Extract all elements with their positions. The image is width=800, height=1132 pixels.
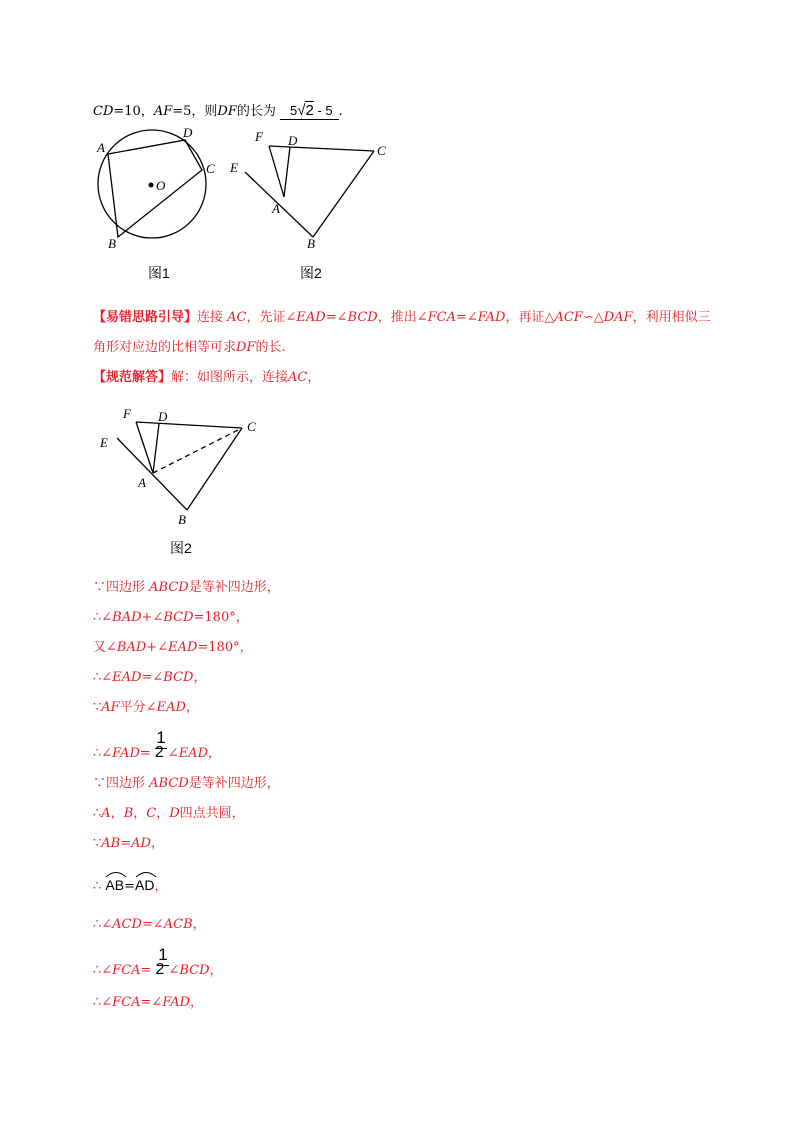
- arc-ad-label: AD: [135, 877, 155, 893]
- step-symbol: ACB: [163, 917, 193, 932]
- hint-ac: AC: [227, 310, 247, 325]
- cd-label: CD: [93, 104, 114, 119]
- arc-ad: [135, 877, 154, 893]
- step-text: ，: [192, 917, 206, 932]
- step-text: ，: [193, 670, 207, 685]
- solution-tag: 【规范解答】: [93, 370, 172, 385]
- step-2: [93, 610, 249, 626]
- step-symbol: EAD: [168, 640, 198, 655]
- figure1-caption: 图1: [148, 265, 170, 281]
- step-text: ，: [154, 879, 168, 894]
- step-symbol: D: [169, 806, 180, 821]
- step-text: ，: [156, 806, 170, 821]
- step-1: [93, 580, 280, 596]
- answer-coef: 5: [290, 103, 298, 118]
- figure2-diagram: [228, 125, 398, 253]
- step-symbol: BAD: [116, 640, 147, 655]
- intro-line: [93, 103, 343, 120]
- hint-text: 的长.: [255, 340, 286, 355]
- step-text: ∴∠: [93, 995, 113, 1010]
- step-text: ∵四边形: [93, 776, 150, 791]
- figure3-caption: 图2: [170, 540, 192, 556]
- solution-text: 解：如图所示，连接: [171, 370, 289, 385]
- step-13: [93, 995, 203, 1011]
- step-text: 平分∠: [119, 700, 157, 715]
- step-text: =: [139, 746, 151, 761]
- step-symbol: FAD: [162, 995, 191, 1010]
- step-9: [93, 836, 164, 852]
- step-text: ，: [190, 995, 204, 1010]
- step-text: ∴∠: [93, 963, 113, 978]
- answer-blank: [280, 103, 339, 120]
- arc-ab-label: AB: [105, 877, 125, 893]
- step-text: ，: [110, 806, 124, 821]
- hint-fca: FCA: [427, 310, 456, 325]
- step-text: 是等补四边形，: [188, 580, 280, 595]
- step-text: ∴∠: [93, 610, 113, 625]
- af-value: =5，则: [172, 104, 218, 119]
- step-text: ∵四边形: [93, 580, 150, 595]
- step-8: [93, 806, 245, 822]
- step-text: ∴∠: [93, 917, 113, 932]
- step-symbol: AD: [131, 836, 151, 851]
- step-3: [93, 640, 253, 656]
- hint-bcd: BCD: [347, 310, 378, 325]
- step-symbol: AB: [101, 836, 121, 851]
- hint-acf: ACF: [554, 310, 583, 325]
- step-12: [93, 962, 223, 979]
- fraction-denominator: 2: [155, 961, 165, 978]
- solution-line: [93, 370, 320, 386]
- label-c: C: [247, 419, 256, 434]
- hint-text: ∽△: [582, 310, 604, 325]
- hint-ead: EAD: [296, 310, 326, 325]
- figure1-diagram: [88, 125, 228, 253]
- step-symbol: EAD: [156, 700, 186, 715]
- solution-ac: AC: [288, 370, 308, 385]
- dashed-ac: [153, 428, 242, 473]
- step-text: =∠: [140, 995, 163, 1010]
- step-symbol: ABCD: [149, 776, 189, 791]
- fraction-denominator: 2: [154, 744, 164, 761]
- step-symbol: BCD: [179, 963, 210, 978]
- step-symbol: BCD: [163, 610, 194, 625]
- step-text: ，: [185, 700, 199, 715]
- label-d: D: [288, 133, 298, 148]
- fraction-numerator: 1: [158, 945, 168, 964]
- step-symbol: FCA: [112, 995, 141, 1010]
- step-symbol: EAD: [112, 670, 142, 685]
- step-symbol: ACD: [112, 917, 142, 932]
- label-a: A: [272, 201, 280, 216]
- label-b: B: [307, 236, 315, 251]
- step-symbol: ABCD: [149, 580, 189, 595]
- step-4: [93, 670, 206, 686]
- label-o: O: [156, 178, 166, 193]
- label-a: A: [97, 140, 105, 155]
- intro-tail: 的长为: [236, 104, 276, 119]
- step-10: [93, 877, 167, 895]
- af-label: AF: [153, 104, 173, 119]
- step-symbol: B: [123, 806, 134, 821]
- label-e: E: [230, 160, 238, 175]
- step-text: ∴∠: [93, 746, 113, 761]
- intro-period: .: [338, 104, 343, 119]
- label-b: B: [178, 512, 186, 527]
- center-dot: [149, 183, 154, 188]
- label-f: F: [255, 129, 263, 144]
- hint-text: ，再证△: [505, 310, 555, 325]
- label-b: B: [108, 236, 116, 251]
- hint-tag: 【易错思路引导】: [93, 310, 198, 325]
- step-text: 又∠: [93, 640, 117, 655]
- step-text: ，: [133, 806, 147, 821]
- step-symbol: C: [146, 806, 157, 821]
- hint-fad: FAD: [477, 310, 506, 325]
- hint-text: ，推出∠: [377, 310, 428, 325]
- label-d: D: [158, 409, 168, 424]
- answer-radicand: 2: [305, 102, 314, 119]
- step-symbol: BCD: [163, 670, 194, 685]
- step-text: =: [140, 963, 152, 978]
- step-symbol: AF: [101, 700, 120, 715]
- solution-text: ，: [307, 370, 321, 385]
- label-c: C: [206, 161, 215, 176]
- step-text: ∴∠: [93, 670, 113, 685]
- step-text: ∵: [93, 700, 102, 715]
- step-symbol: FCA: [112, 963, 141, 978]
- step-text: ，: [208, 746, 222, 761]
- sqrt-symbol: √: [297, 102, 306, 119]
- fraction-numerator: 1: [156, 728, 166, 747]
- step-symbol: EAD: [178, 746, 208, 761]
- label-e: E: [100, 435, 108, 450]
- step-text: ，: [150, 836, 164, 851]
- hint-text: =∠: [455, 310, 478, 325]
- arc-ab: [105, 877, 124, 893]
- step-text: +∠: [141, 610, 164, 625]
- answer-tail: - 5: [317, 103, 333, 118]
- hint-daf: DAF: [603, 310, 633, 325]
- step-symbol: FAD: [112, 746, 140, 761]
- step-text: =: [124, 879, 136, 894]
- step-text: ∠: [167, 746, 179, 761]
- step-symbol: A: [101, 806, 111, 821]
- step-text: 是等补四边形，: [188, 776, 280, 791]
- hint-text: 角形对应边的比相等可求: [93, 340, 237, 355]
- step-text: ∠: [168, 963, 180, 978]
- figure3-diagram: [96, 402, 271, 530]
- hint-text: ，利用相似三: [632, 310, 711, 325]
- label-f: F: [123, 406, 131, 421]
- step-text: 四点共圆，: [179, 806, 245, 821]
- step-7: [93, 776, 280, 792]
- hint-text: 连接: [197, 310, 224, 325]
- step-text: =∠: [141, 670, 164, 685]
- quadrilateral: [108, 140, 202, 237]
- step-text: ∴: [93, 806, 102, 821]
- step-symbol: BAD: [112, 610, 142, 625]
- hint-text: ，先证∠: [246, 310, 297, 325]
- step-11: [93, 917, 206, 933]
- label-c: C: [377, 143, 386, 158]
- step-text: +∠: [146, 640, 169, 655]
- df-label: DF: [217, 104, 237, 119]
- step-5: [93, 700, 199, 716]
- step-text: =: [120, 836, 132, 851]
- step-text: ∴: [93, 879, 102, 894]
- step-text: ，: [209, 963, 223, 978]
- step-text: =180°，: [197, 640, 253, 655]
- step-6: [93, 745, 221, 762]
- hint-text: =∠: [325, 310, 348, 325]
- label-a: A: [138, 475, 146, 490]
- hint-line-2: [93, 340, 286, 356]
- figure2-caption: 图2: [300, 265, 322, 281]
- step-text: =∠: [141, 917, 164, 932]
- step-text: ∵: [93, 836, 102, 851]
- step-text: =180°，: [193, 610, 249, 625]
- label-d: D: [183, 125, 193, 140]
- hint-line-1: [93, 310, 711, 326]
- hint-df: DF: [236, 340, 256, 355]
- cd-value: =10，: [113, 104, 154, 119]
